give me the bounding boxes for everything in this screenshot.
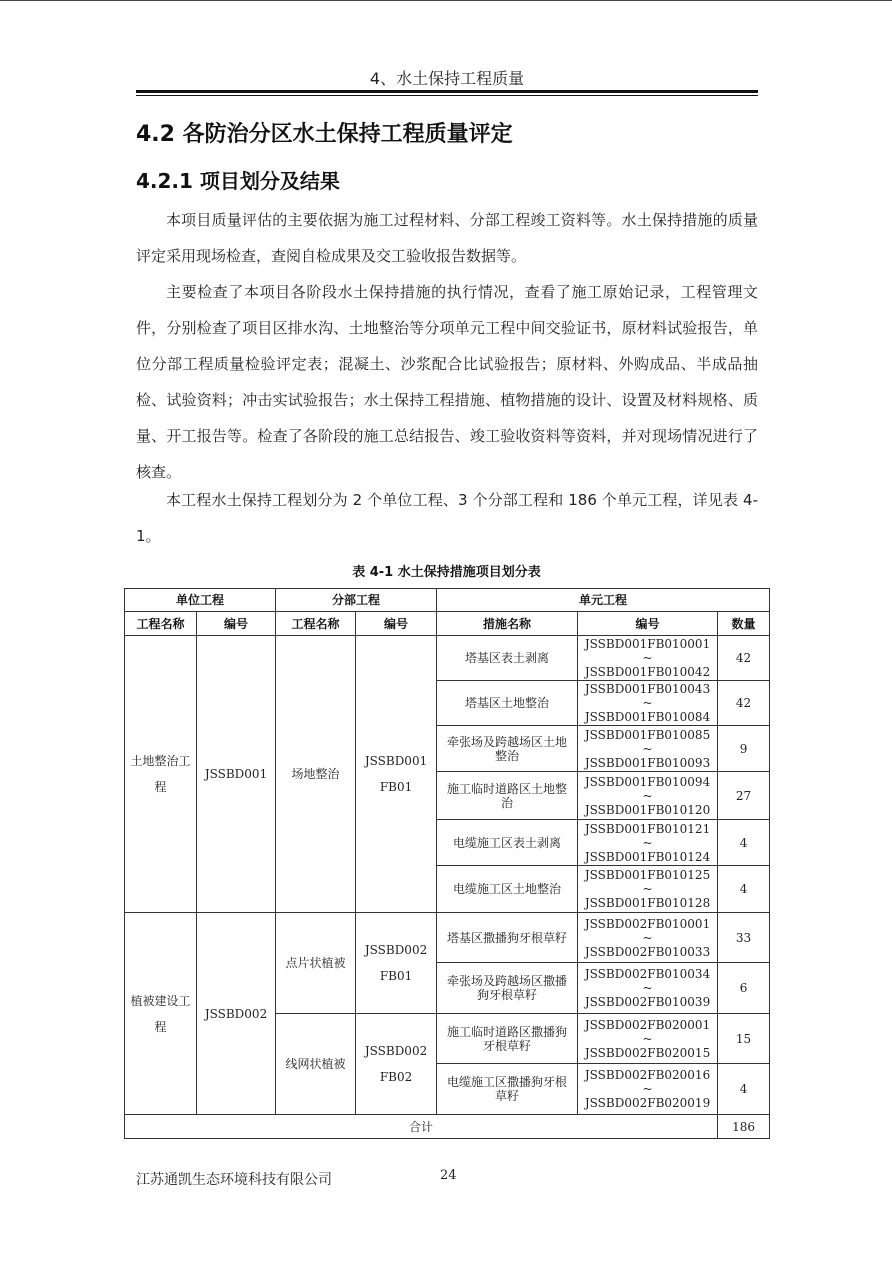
group-header-unit: 单位工程 bbox=[125, 589, 276, 612]
measure-cell: 电缆施工区表土剥离 bbox=[437, 820, 578, 866]
quantity-cell: 4 bbox=[718, 866, 770, 913]
code-tilde: ~ bbox=[642, 930, 653, 945]
code-to: JSSBD001FB010084 bbox=[584, 710, 711, 724]
col-header-unit-code: 编号 bbox=[197, 612, 276, 636]
total-quantity-cell: 186 bbox=[718, 1115, 770, 1139]
table-column-header-row bbox=[125, 612, 770, 636]
code-from: JSSBD001FB010125 bbox=[584, 868, 711, 882]
code-from: JSSBD001FB010001 bbox=[584, 637, 711, 651]
code-range-cell bbox=[578, 772, 718, 820]
code-range-cell bbox=[578, 636, 718, 681]
project-division-table bbox=[124, 588, 770, 1139]
code-from: JSSBD001FB010094 bbox=[584, 774, 711, 789]
header-rule-thin bbox=[136, 95, 758, 96]
code-tilde: ~ bbox=[642, 882, 653, 896]
measure-cell: 电缆施工区土地整治 bbox=[437, 866, 578, 913]
unit-code-cell: JSSBD001 bbox=[197, 636, 276, 913]
code-to: JSSBD002FB010033 bbox=[584, 944, 711, 959]
table-row bbox=[125, 913, 770, 963]
col-header-quantity: 数量 bbox=[718, 612, 770, 636]
measure-cell: 塔基区撒播狗牙根草籽 bbox=[437, 913, 578, 963]
code-from: JSSBD002FB020016 bbox=[584, 1068, 711, 1082]
code-range-cell bbox=[578, 1064, 718, 1115]
quantity-cell: 4 bbox=[718, 1064, 770, 1115]
paragraph-division-summary: 本工程水土保持工程划分为 2 个单位工程、3 个分部工程和 186 个单元工程，详见表 4-1。 bbox=[136, 491, 758, 545]
code-range-cell bbox=[578, 963, 718, 1014]
quantity-cell: 33 bbox=[718, 913, 770, 963]
col-header-division-name: 工程名称 bbox=[276, 612, 356, 636]
section-heading: 4.2 各防治分区水土保持工程质量评定 bbox=[136, 122, 513, 147]
code-from: JSSBD001FB010085 bbox=[584, 727, 711, 742]
code-tilde: ~ bbox=[642, 696, 653, 710]
code-range-cell bbox=[578, 820, 718, 866]
paragraph-basis: 本项目质量评估的主要依据为施工过程材料、分部工程竣工资料等。水土保持措施的质量评定采用现场检查，查阅自检成果及交工验收报告数据等。 bbox=[136, 211, 758, 265]
division-code-cell: JSSBD001 FB01 bbox=[356, 636, 437, 913]
code-to: JSSBD002FB020015 bbox=[584, 1045, 711, 1060]
subsection-heading: 4.2.1 项目划分及结果 bbox=[136, 169, 340, 193]
division-name-cell: 线网状植被 bbox=[276, 1014, 356, 1115]
measure-cell: 塔基区表土剥离 bbox=[437, 636, 578, 681]
code-tilde: ~ bbox=[642, 981, 653, 995]
unit-name-cell: 植被建设工程 bbox=[125, 913, 197, 1115]
code-to: JSSBD001FB010042 bbox=[584, 665, 711, 679]
division-name-cell: 点片状植被 bbox=[276, 913, 356, 1014]
code-to: JSSBD001FB010128 bbox=[584, 896, 711, 910]
table-caption: 表 4-1 水土保持措施项目划分表 bbox=[352, 565, 541, 580]
quantity-cell: 42 bbox=[718, 681, 770, 726]
quantity-cell: 42 bbox=[718, 636, 770, 681]
header-rule-thick bbox=[136, 90, 758, 93]
measure-cell: 施工临时道路区土地整治 bbox=[437, 772, 578, 820]
code-range-cell bbox=[578, 681, 718, 726]
code-tilde: ~ bbox=[642, 788, 653, 803]
quantity-cell: 27 bbox=[718, 772, 770, 820]
col-header-division-code: 编号 bbox=[356, 612, 437, 636]
col-header-unit-name: 工程名称 bbox=[125, 612, 197, 636]
quantity-cell: 9 bbox=[718, 726, 770, 772]
code-tilde: ~ bbox=[642, 1031, 653, 1046]
table-row bbox=[125, 636, 770, 681]
unit-name-cell: 土地整治工程 bbox=[125, 636, 197, 913]
measure-cell: 牵张场及跨越场区撒播狗牙根草籽 bbox=[437, 963, 578, 1014]
top-border bbox=[0, 0, 892, 1]
table-group-header-row bbox=[125, 589, 770, 612]
table-total-row bbox=[125, 1115, 770, 1139]
col-header-measure: 措施名称 bbox=[437, 612, 578, 636]
code-to: JSSBD001FB010093 bbox=[584, 755, 711, 770]
code-from: JSSBD002FB010034 bbox=[584, 967, 711, 981]
footer-company: 江苏通凯生态环境科技有限公司 bbox=[136, 1172, 332, 1188]
code-from: JSSBD002FB020001 bbox=[584, 1017, 711, 1032]
code-to: JSSBD002FB010039 bbox=[584, 995, 711, 1009]
code-to: JSSBD001FB010124 bbox=[584, 849, 711, 864]
code-tilde: ~ bbox=[642, 1082, 653, 1096]
page-number: 24 bbox=[440, 1168, 457, 1183]
code-from: JSSBD001FB010121 bbox=[584, 821, 711, 836]
code-range-cell bbox=[578, 1014, 718, 1064]
col-header-code: 编号 bbox=[578, 612, 718, 636]
paragraph-inspection: 主要检查了本项目各阶段水土保持措施的执行情况，查看了施工原始记录，工程管理文件，分别检查了项目区排水沟、土地整治等分项单元工程中间交验证书，原材料试验报告，单位分部工程质量检验评定表；混凝土、沙浆配合比试验报告；原材料、外购成品、半成品抽检、试验资料；冲击实试验报告；水土保持工程措施、植物措施的设计、设置及材料规格、质量、开工报告等。检查了各阶段的施工总结报告、竣工验收资料等资料，并对现场情况进行了核查。 bbox=[136, 283, 758, 481]
quantity-cell: 6 bbox=[718, 963, 770, 1014]
total-label-cell: 合计 bbox=[125, 1115, 718, 1139]
quantity-cell: 15 bbox=[718, 1014, 770, 1064]
measure-cell: 电缆施工区撒播狗牙根草籽 bbox=[437, 1064, 578, 1115]
code-tilde: ~ bbox=[642, 741, 653, 756]
division-code-cell: JSSBD002 FB01 bbox=[356, 913, 437, 1014]
unit-code-cell: JSSBD002 bbox=[197, 913, 276, 1115]
code-range-cell bbox=[578, 866, 718, 913]
division-name-cell: 场地整治 bbox=[276, 636, 356, 913]
code-range-cell bbox=[578, 913, 718, 963]
measure-cell: 牵张场及跨越场区土地整治 bbox=[437, 726, 578, 772]
code-tilde: ~ bbox=[642, 835, 653, 850]
measure-cell: 施工临时道路区撒播狗牙根草籽 bbox=[437, 1014, 578, 1064]
group-header-element: 单元工程 bbox=[437, 589, 770, 612]
code-from: JSSBD001FB010043 bbox=[584, 682, 711, 696]
code-to: JSSBD002FB020019 bbox=[584, 1096, 711, 1110]
group-header-division: 分部工程 bbox=[276, 589, 437, 612]
code-range-cell bbox=[578, 726, 718, 772]
code-to: JSSBD001FB010120 bbox=[584, 802, 711, 817]
measure-cell: 塔基区土地整治 bbox=[437, 681, 578, 726]
division-code-cell: JSSBD002 FB02 bbox=[356, 1014, 437, 1115]
running-header: 4、水土保持工程质量 bbox=[369, 69, 525, 88]
code-from: JSSBD002FB010001 bbox=[584, 916, 711, 931]
code-tilde: ~ bbox=[642, 651, 653, 665]
quantity-cell: 4 bbox=[718, 820, 770, 866]
